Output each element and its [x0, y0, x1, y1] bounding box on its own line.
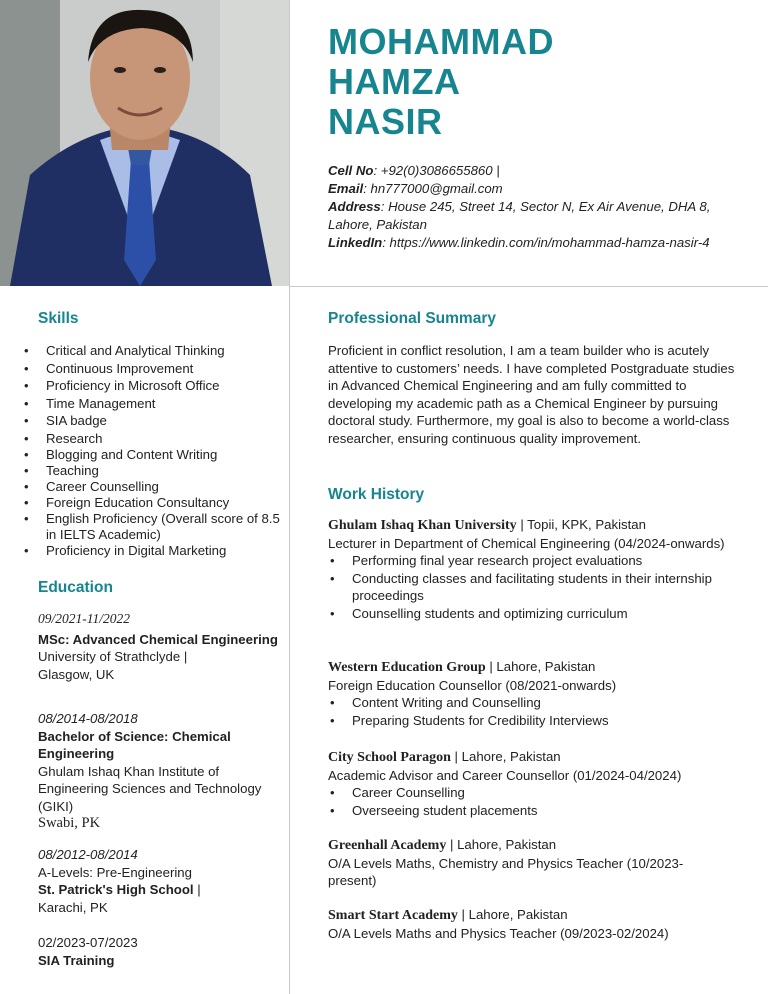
cell-line: [328, 162, 738, 180]
skill-item: • Research: [22, 430, 280, 448]
job-location: | Lahore, Pakistan: [450, 749, 561, 764]
job-bullets: [328, 694, 748, 729]
job-organization: Ghulam Ishaq Khan University: [328, 518, 517, 533]
linkedin-label: LinkedIn: [328, 235, 383, 250]
skill-item: • Teaching: [22, 463, 280, 479]
skill-item: • Proficiency in Microsoft Office: [22, 377, 280, 395]
education-location: Swabi, PK: [38, 815, 101, 831]
linkedin-value[interactable]: : https://www.linkedin.com/in/mohammad-hamza-nasir-4: [382, 235, 710, 250]
job-role: O/A Levels Maths and Physics Teacher (09/2023-02/2024): [328, 925, 669, 941]
skill-item: • Time Management: [22, 395, 280, 413]
education-entry-2: [38, 710, 278, 833]
education-degree: A-Levels: Pre-Engineering: [38, 864, 192, 880]
linkedin-line: [328, 234, 738, 252]
job-entry-3: [328, 748, 748, 819]
skill-item: • Blogging and Content Writing: [22, 447, 280, 463]
header-divider: [289, 286, 768, 287]
name-line-2: HAMZA: [328, 61, 461, 102]
job-bullet: • Counselling students and optimizing curriculum: [328, 605, 718, 623]
name-line-1: MOHAMMAD: [328, 21, 554, 62]
job-location: | Topii, KPK, Pakistan: [516, 517, 646, 532]
job-organization: Greenhall Academy: [328, 838, 447, 853]
skills-list: [22, 342, 280, 559]
education-date: 08/2014-08/2018: [38, 711, 138, 726]
education-degree: MSc: Advanced Chemical Engineering: [38, 631, 278, 647]
job-organization: Smart Start Academy: [328, 908, 458, 923]
name-line-3: NASIR: [328, 101, 443, 142]
education-entry-1: [38, 610, 278, 683]
education-school-separator: |: [193, 882, 201, 897]
job-bullet: • Content Writing and Counselling: [328, 694, 748, 712]
summary-text: Proficient in conflict resolution, I am a team builder who is acutely attentive to customers’ needs. I have completed Postgraduate studies in Advanced Chemical Engineering and am fully committed to developing my academic path as a Chemical Engineer by pursuing doctoral study. Furthermore, my goal is also to become a world-class researcher, ensuring continuous quality improvement.: [328, 343, 735, 446]
job-organization: Western Education Group: [328, 660, 486, 675]
job-entry-1: [328, 516, 748, 622]
job-bullets: [328, 784, 748, 819]
skill-item: • Foreign Education Consultancy: [22, 495, 280, 511]
job-bullet: • Overseeing student placements: [328, 802, 748, 820]
job-entry-4: [328, 836, 748, 890]
profile-photo: [0, 0, 289, 286]
job-bullets: [328, 552, 718, 622]
skills-heading: Skills: [38, 310, 79, 327]
address-value: : House 245, Street 14, Sector N, Ex Air Avenue, DHA 8, Lahore, Pakistan: [328, 199, 711, 232]
education-heading: Education: [38, 579, 113, 596]
education-location: Glasgow, UK: [38, 666, 115, 682]
portrait-image: [0, 0, 289, 286]
summary-heading: Professional Summary: [328, 310, 496, 327]
column-divider: [289, 0, 290, 994]
job-role: O/A Levels Maths, Chemistry and Physics Teacher (10/2023-present): [328, 855, 684, 888]
job-bullet: • Performing final year research project evaluations: [328, 552, 718, 570]
job-location: | Lahore, Pakistan: [446, 837, 557, 852]
skill-item: • Continuous Improvement: [22, 360, 280, 378]
education-school: Ghulam Ishaq Khan Institute of Engineering Sciences and Technology (GIKI): [38, 763, 262, 814]
cell-value: : +92(0)3086655860 |: [373, 163, 500, 178]
skill-item: • Career Counselling: [22, 479, 280, 495]
address-line: [328, 198, 738, 234]
cell-label: Cell No: [328, 163, 374, 178]
education-degree: SIA Training: [38, 952, 115, 968]
skill-item: • English Proficiency (Overall score of 8.5 in IELTS Academic): [22, 511, 280, 543]
education-date: 09/2021-11/2022: [38, 611, 130, 626]
education-entry-3: [38, 846, 278, 916]
skill-item: • Critical and Analytical Thinking: [22, 342, 280, 360]
job-entry-5: [328, 906, 748, 942]
job-bullet: • Career Counselling: [328, 784, 748, 802]
education-entry-4: [38, 934, 278, 969]
job-location: | Lahore, Pakistan: [485, 659, 596, 674]
education-location: Karachi, PK: [38, 899, 108, 915]
email-line: [328, 180, 738, 198]
email-label: Email: [328, 181, 364, 196]
skill-item: • Proficiency in Digital Marketing: [22, 543, 280, 559]
job-bullet: • Conducting classes and facilitating students in their internship proceedings: [328, 570, 718, 605]
education-date: 08/2012-08/2014: [38, 847, 138, 862]
job-organization: City School Paragon: [328, 750, 451, 765]
job-role: Academic Advisor and Career Counsellor (01/2024-04/2024): [328, 767, 682, 783]
address-label: Address: [328, 199, 381, 214]
job-role: Lecturer in Department of Chemical Engineering (04/2024-onwards): [328, 535, 725, 551]
candidate-name: [328, 22, 554, 142]
contact-info: [328, 162, 738, 252]
job-location: | Lahore, Pakistan: [457, 907, 568, 922]
education-date: 02/2023-07/2023: [38, 935, 138, 950]
education-school: St. Patrick's High School: [38, 882, 194, 897]
job-bullet: • Preparing Students for Credibility Interviews: [328, 712, 748, 730]
education-degree: Bachelor of Science: Chemical Engineering: [38, 728, 231, 761]
work-heading: Work History: [328, 486, 425, 503]
job-role: Foreign Education Counsellor (08/2021-onwards): [328, 677, 617, 693]
email-value[interactable]: : hn777000@gmail.com: [363, 181, 503, 196]
skill-item: • SIA badge: [22, 412, 280, 430]
education-school: University of Strathclyde |: [38, 649, 188, 664]
job-entry-2: [328, 658, 748, 729]
